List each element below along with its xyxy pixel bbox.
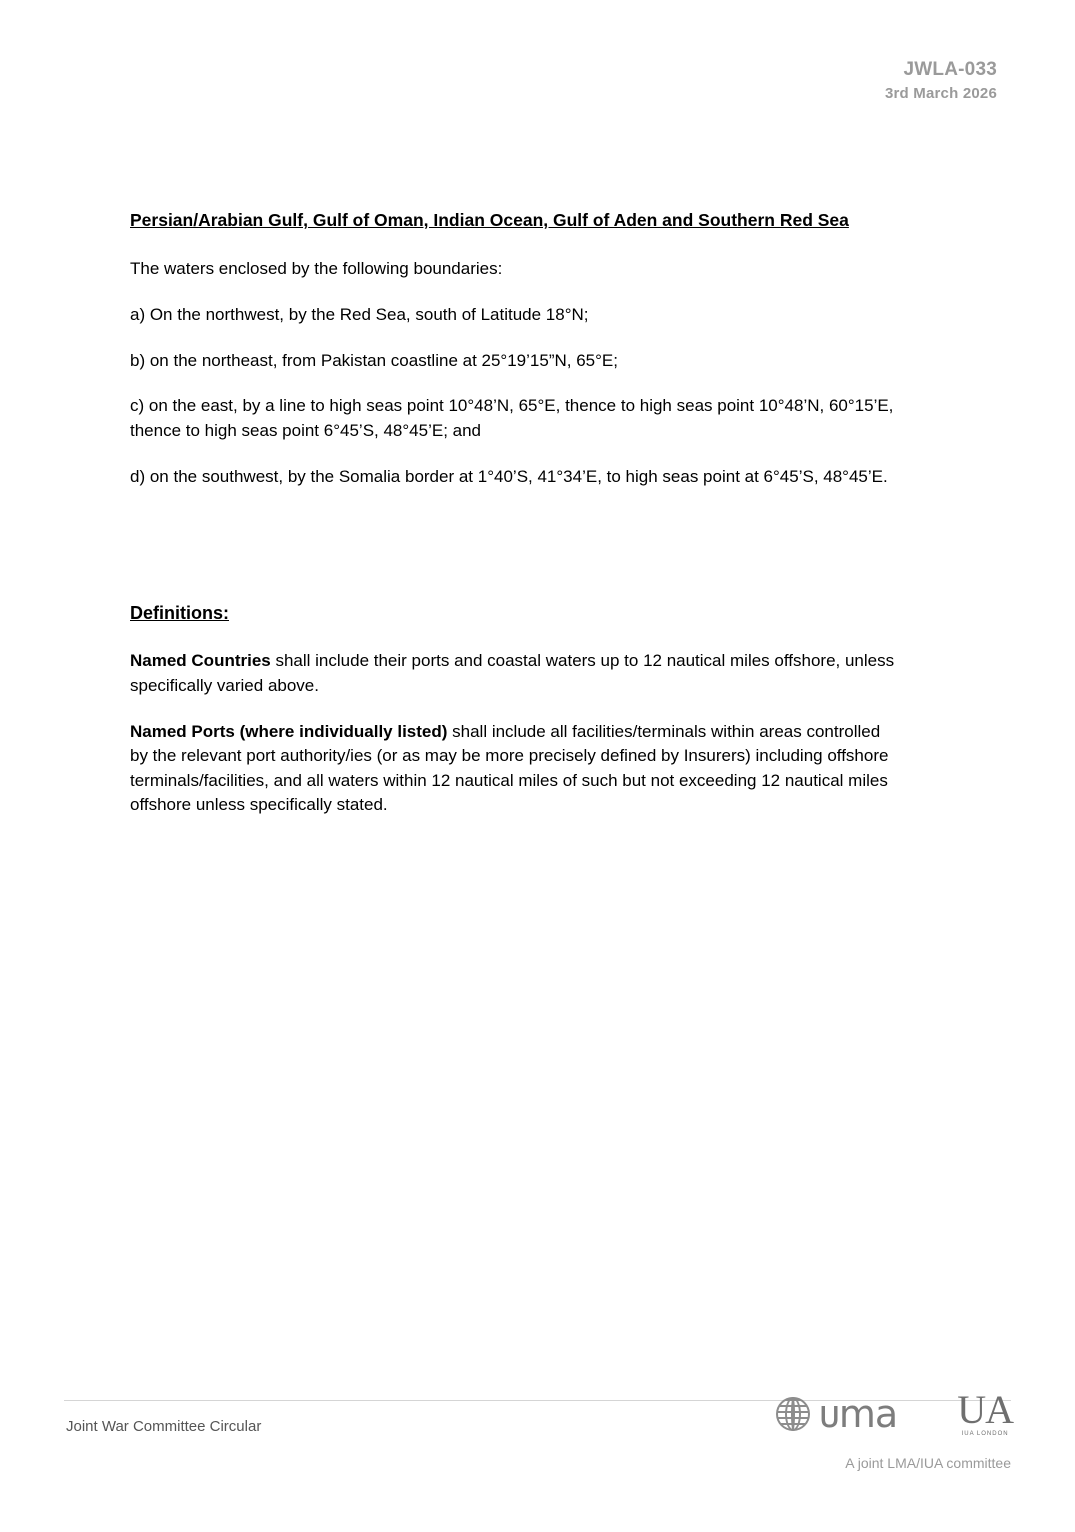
- definition-term: Named Ports (where individually listed): [130, 721, 448, 741]
- boundary-clause-a: a) On the northwest, by the Red Sea, south of Latitude 18°N;: [130, 305, 589, 325]
- lma-wordmark: ᴜma: [818, 1391, 898, 1436]
- document-reference: JWLA-033: [903, 59, 997, 80]
- lma-logo: [776, 1391, 898, 1436]
- document-header: [885, 58, 997, 102]
- document-content: [130, 208, 900, 818]
- definition-text: shall include all facilities/terminals within areas controlled by the relevant port authority/ies (or as may be more precisely defined by Insurers) including offshore terminals/facilities, and all waters within 12 nautical miles of such but not exceeding 12 nautical miles offshore unless specifically stated.: [130, 721, 889, 815]
- iua-sublabel: IUA LONDON: [961, 1431, 1009, 1437]
- footer-logos: [776, 1387, 1013, 1437]
- definition-text: shall include their ports and coastal waters up to 12 nautical miles offshore, unless specifically varied above.: [130, 651, 895, 695]
- intro-paragraph: The waters enclosed by the following boundaries:: [130, 259, 503, 279]
- definition-named-ports: [130, 720, 900, 819]
- document-date: 3rd March 2026: [884, 84, 997, 102]
- definition-term: Named Countries: [130, 651, 271, 671]
- definition-named-countries: [130, 649, 900, 698]
- section-title: Persian/Arabian Gulf, Gulf of Oman, Indian Ocean, Gulf of Aden and Southern Red Sea: [130, 210, 849, 230]
- footer-note: A joint LMA/IUA committee: [845, 1455, 1011, 1471]
- footer-label: Joint War Committee Circular: [66, 1418, 262, 1435]
- definitions-title: Definitions:: [130, 603, 229, 624]
- boundary-clause-d: d) on the southwest, by the Somalia border at 1°40’S, 41°34’E, to high seas point at 6°45’S, 48°45’E.: [130, 466, 888, 486]
- boundary-clause-c: c) on the east, by a line to high seas point 10°48’N, 65°E, thence to high seas point 10°48’N, 60°15’E, thence to high seas point 6°45’S, 48°45’E; and: [130, 396, 894, 440]
- globe-icon: [776, 1397, 810, 1431]
- iua-wordmark: UA: [957, 1387, 1013, 1432]
- definitions-section: [130, 603, 900, 818]
- boundary-clause-b: b) on the northeast, from Pakistan coastline at 25°19’15”N, 65°E;: [130, 350, 618, 370]
- iua-logo: [957, 1387, 1013, 1437]
